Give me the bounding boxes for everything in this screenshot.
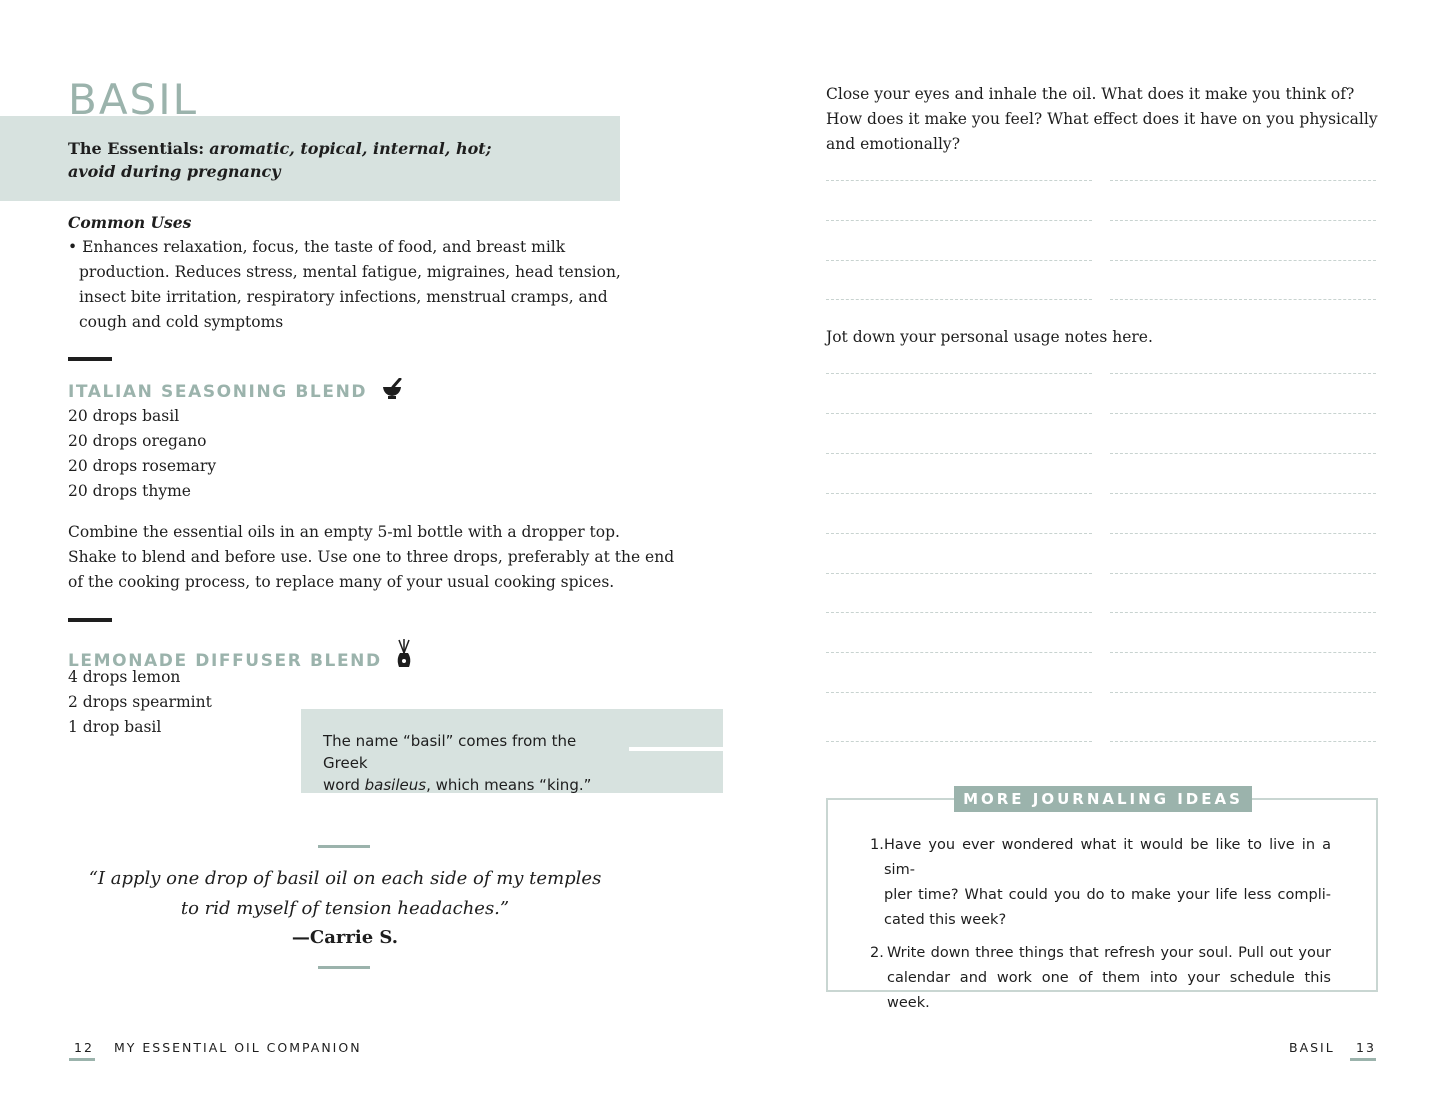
essentials-line2: avoid during pregnancy <box>68 162 281 181</box>
journaling-idea <box>870 941 1331 1016</box>
lemonade-ingredients <box>68 665 212 740</box>
section-rule <box>68 618 112 622</box>
section-rule <box>68 357 112 361</box>
page-number-rule <box>1350 1058 1376 1061</box>
journal-prompt-1 <box>826 82 1386 157</box>
page-number-left: 12 <box>74 1040 94 1055</box>
quote-rule-top <box>318 845 370 848</box>
writing-line <box>826 652 1092 653</box>
common-uses-heading: Common Uses <box>68 213 192 232</box>
common-uses-line: production. Reduces stress, mental fatigue, migraines, head tension, <box>79 263 621 281</box>
writing-line <box>826 453 1092 454</box>
writing-line <box>826 299 1092 300</box>
writing-line <box>1110 413 1376 414</box>
journaling-ideas-label: MORE JOURNALING IDEAS <box>954 786 1252 812</box>
writing-line <box>826 573 1092 574</box>
idea-text: Write down three things that refresh your soul. Pull out your calendar and work one of them into your schedule this week. <box>887 945 1331 1011</box>
common-uses-line: • Enhances relaxation, focus, the taste of food, and breast milk <box>68 238 566 256</box>
writing-line <box>1110 493 1376 494</box>
writing-line <box>826 260 1092 261</box>
callout-line: The name “basil” comes from the Greek <box>323 732 577 772</box>
italian-instructions <box>68 520 675 595</box>
idea-number: 2. <box>870 945 884 961</box>
writing-line <box>1110 299 1376 300</box>
prompt-line: How does it make you feel? What effect does it have on you physically <box>826 110 1378 128</box>
writing-line <box>1110 220 1376 221</box>
writing-line <box>826 692 1092 693</box>
mortar-pestle-icon <box>381 378 403 407</box>
reed-diffuser-icon <box>395 639 413 676</box>
writing-line <box>826 493 1092 494</box>
page-number-right: 13 <box>1356 1040 1376 1055</box>
writing-line <box>1110 692 1376 693</box>
journal-prompt-2: Jot down your personal usage notes here. <box>826 328 1153 346</box>
recipe-title-text: ITALIAN SEASONING BLEND <box>68 382 368 402</box>
writing-line <box>826 413 1092 414</box>
writing-line <box>1110 573 1376 574</box>
testimonial-quote <box>60 864 630 924</box>
ingredient: 1 drop basil <box>68 718 162 736</box>
quote-line: “I apply one drop of basil oil on each side of my temples <box>88 868 602 889</box>
writing-line <box>1110 373 1376 374</box>
writing-line <box>1110 453 1376 454</box>
callout-divider <box>629 747 723 751</box>
ingredient: 20 drops thyme <box>68 482 191 500</box>
recipe-title-text: LEMONADE DIFFUSER BLEND <box>68 651 382 671</box>
essentials-text <box>68 137 588 183</box>
quote-rule-bottom <box>318 966 370 969</box>
prompt-line: Close your eyes and inhale the oil. What does it make you think of? <box>826 85 1355 103</box>
instruction-line: of the cooking process, to replace many of your usual cooking spices. <box>68 573 615 591</box>
essentials-line1: aromatic, topical, internal, hot; <box>209 139 492 158</box>
writing-line <box>1110 652 1376 653</box>
instruction-line: Shake to blend and before use. Use one to three drops, preferably at the end <box>68 548 675 566</box>
section-footer: BASIL <box>1289 1040 1335 1055</box>
italian-ingredients <box>68 404 216 504</box>
instruction-line: Combine the essential oils in an empty 5-ml bottle with a dropper top. <box>68 523 620 541</box>
ingredient: 2 drops spearmint <box>68 693 212 711</box>
writing-line <box>1110 741 1376 742</box>
prompt-line: and emotionally? <box>826 135 960 153</box>
writing-line <box>1110 180 1376 181</box>
recipe-title-italian <box>68 378 403 407</box>
writing-line <box>826 612 1092 613</box>
writing-line <box>1110 533 1376 534</box>
book-title-footer: MY ESSENTIAL OIL COMPANION <box>114 1040 362 1055</box>
common-uses-line: insect bite irritation, respiratory infections, menstrual cramps, and <box>79 288 608 306</box>
writing-line <box>826 533 1092 534</box>
journaling-ideas-list <box>870 833 1331 1016</box>
idea-number: 1. <box>870 837 884 853</box>
ingredient: 20 drops basil <box>68 407 180 425</box>
writing-line <box>1110 260 1376 261</box>
writing-line <box>826 741 1092 742</box>
idea-text: Have you ever wondered what it would be like to live in a sim- pler time? What could you do to make your life less compli- cated this week? <box>884 837 1331 928</box>
fact-callout-text <box>323 730 623 796</box>
quote-line: to rid myself of tension headaches.” <box>180 898 510 919</box>
callout-line: word basileus, which means “king.” <box>323 776 592 794</box>
writing-line <box>826 220 1092 221</box>
ingredient: 4 drops lemon <box>68 668 181 686</box>
ingredient: 20 drops rosemary <box>68 457 217 475</box>
page-title: BASIL <box>68 75 198 124</box>
common-uses <box>68 210 628 335</box>
common-uses-line: cough and cold symptoms <box>79 313 284 331</box>
journaling-idea <box>870 833 1331 933</box>
writing-line <box>826 373 1092 374</box>
essentials-label: The Essentials: <box>68 139 205 158</box>
ingredient: 20 drops oregano <box>68 432 207 450</box>
quote-attribution: —Carrie S. <box>291 927 399 948</box>
page-number-rule <box>69 1058 95 1061</box>
writing-line <box>826 180 1092 181</box>
writing-line <box>1110 612 1376 613</box>
